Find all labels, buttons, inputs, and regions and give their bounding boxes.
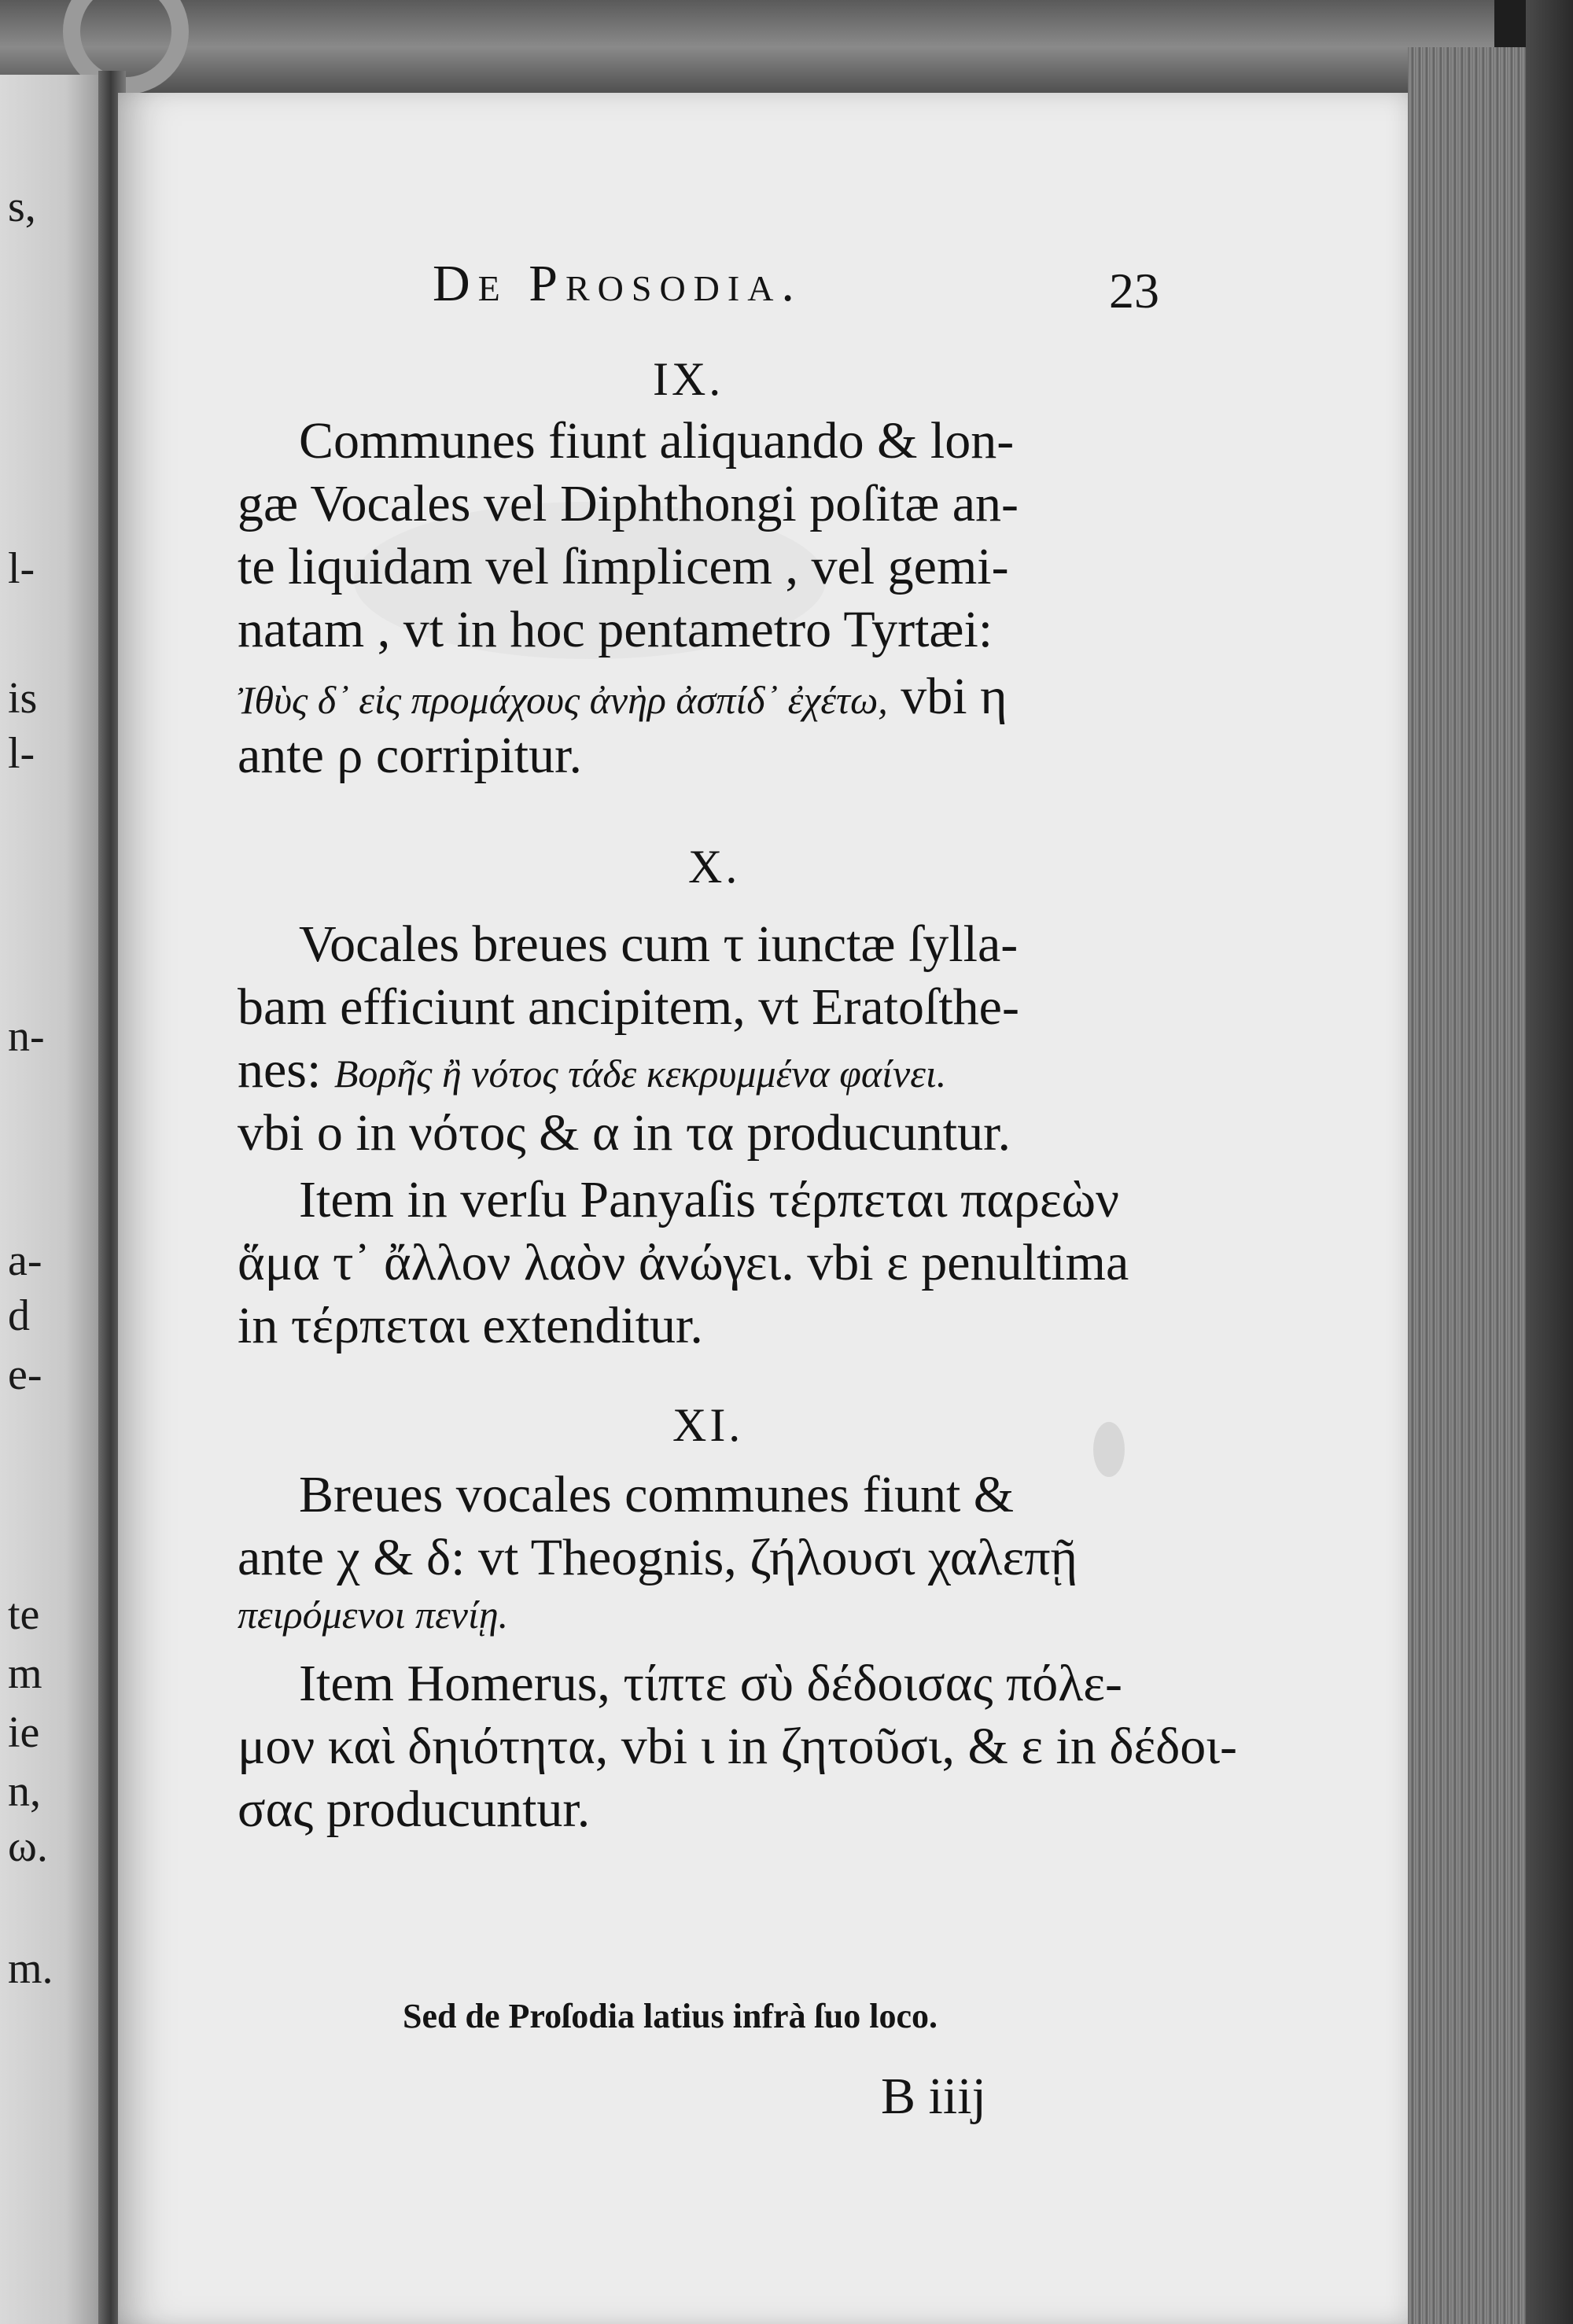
text-line: Item in verſu Panyaſis τέρπεται παρεὼν [299,1171,1119,1228]
right-page [118,93,1408,2324]
text-line: Item Homerus, τίπτε σὺ δέδοισας πόλε- [299,1655,1122,1712]
text-line: ante ρ corripitur. [238,727,582,784]
left-margin-fragment: is [8,674,38,723]
text-line: in τέρπεται extenditur. [238,1297,703,1354]
signature-mark: B iiij [881,2068,986,2125]
text-line: ante χ & δ: vt Theognis, ζήλουσι χαλεπῇ [238,1529,1078,1586]
left-margin-fragment: te [8,1590,40,1639]
left-margin-fragment: n, [8,1767,41,1816]
text-line: ἅμα τ᾽ ἄλλον λαὸν ἀνώγει. vbi ε penultima [238,1234,1129,1291]
left-margin-fragment: e- [8,1350,42,1399]
left-margin-fragment: s, [8,182,36,231]
left-facing-page [0,75,110,2324]
text-line: σας producuntur. [238,1781,591,1838]
text-line: vbi ο in νότος & α in τα producuntur. [238,1104,1011,1162]
left-margin-fragment: ie [8,1708,40,1757]
text-fragment: nes: [238,1041,322,1099]
page-number: 23 [1109,263,1159,319]
text-line: bam efficiunt ancipitem, vt Eratoſthe- [238,978,1019,1036]
left-margin-fragment: ω. [8,1822,48,1871]
greek-quote: Ἰθὺς δ᾽ εἰς προμάχους ἀνὴρ ἀσπίδ᾽ ἐχέτω, [238,678,888,722]
greek-quote: Βορῆς ἢ νότος τάδε κεκρυμμένα φαίνει. [333,1052,947,1096]
section-number: XI. [672,1399,744,1451]
footnote: Sed de Proſodia latius infrà ſuo loco. [403,1997,938,2035]
text-line: Communes fiunt aliquando & lon- [299,412,1015,470]
section-number: X. [688,841,741,893]
left-margin-fragment: a- [8,1236,42,1285]
running-head: De Prosodia. [433,255,802,312]
cover-edge [1526,0,1573,2324]
text-line: natam , vt in hoc pentametro Tyrtæi: [238,601,993,658]
greek-quote-line [238,1041,947,1099]
greek-quote-line [238,668,1008,725]
text-line: Vocales breues cum τ iunctæ ſylla- [299,915,1019,973]
left-margin-fragment: l- [8,544,35,593]
binding-top [0,0,1494,94]
left-margin-fragment: d [8,1291,30,1340]
text-line: gæ Vocales vel Diphthongi poſitæ an- [238,475,1019,532]
left-margin-fragment: n- [8,1012,45,1061]
text-line: μον καὶ δηιότητα, vbi ι in ζητοῦσι, & ε in δέδοι- [238,1718,1238,1775]
left-margin-fragment: l- [8,729,35,778]
text-line: te liquidam vel ſimplicem , vel gemi- [238,538,1009,595]
page-content [118,93,1408,2324]
section-number: IX. [653,353,724,405]
greek-quote-line: πειρόμενοι πενίῃ. [238,1593,509,1637]
text-line: Breues vocales communes fiunt & [299,1466,1015,1523]
left-margin-fragment: m. [8,1944,53,1993]
left-margin-fragment: m [8,1649,42,1698]
text-fragment: vbi η [901,668,1008,725]
